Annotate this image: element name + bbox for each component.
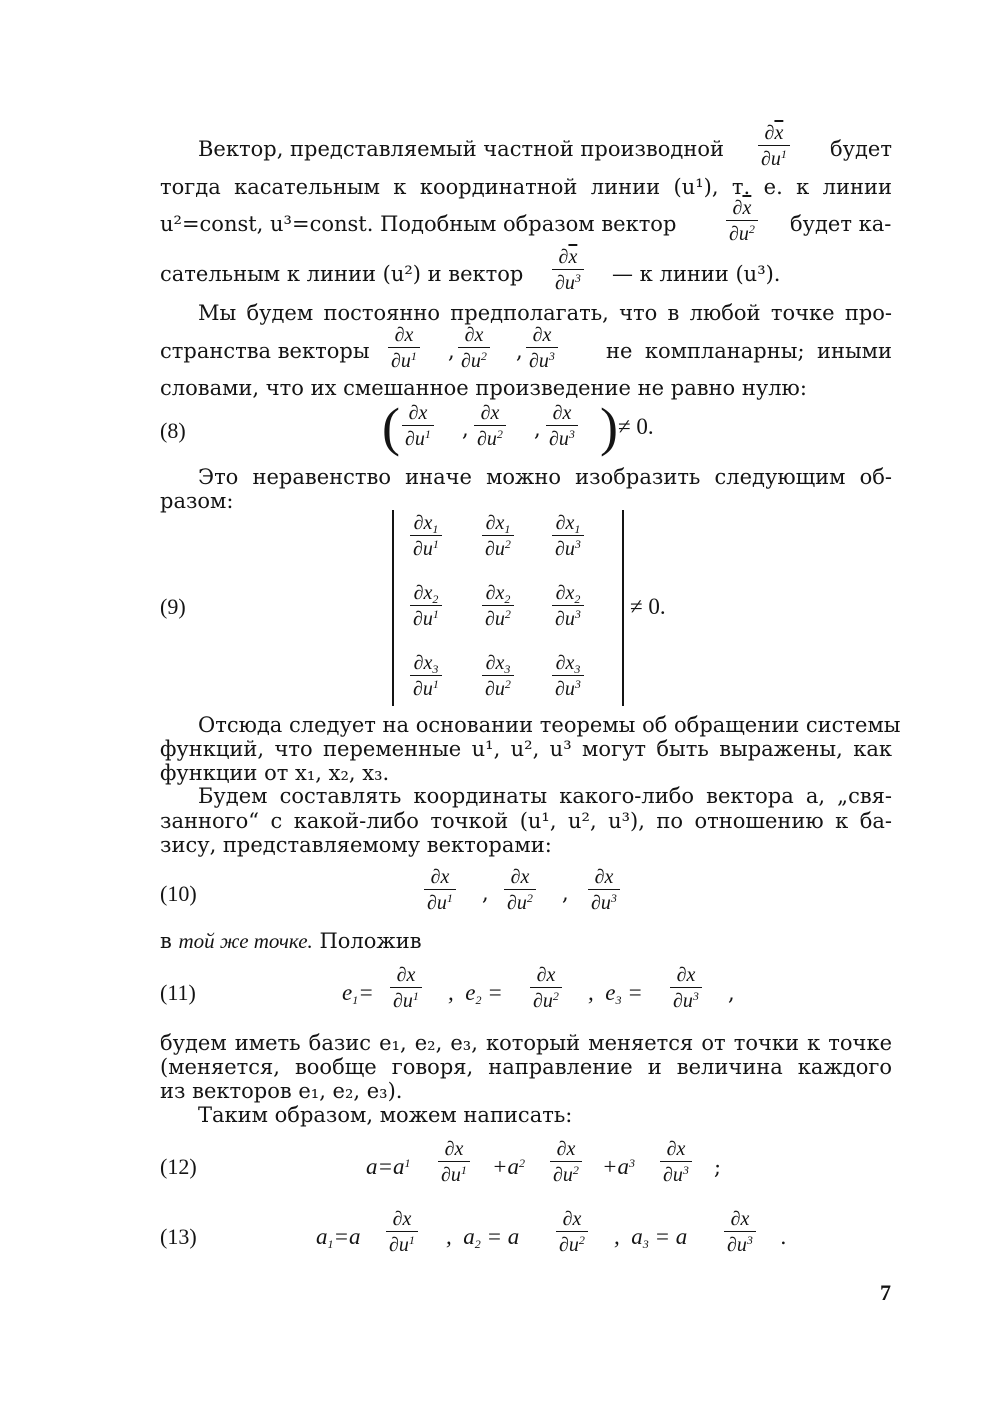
p8-line1: Таким образом, можем написать: [198,1103,573,1127]
eq8-frac3: $\frac{\partial x}{\partial u^3}$ [546,402,578,450]
eq10-frac2: $\frac{\partial x}{\partial u^2}$ [504,866,536,914]
eq10-comma1: , [482,881,489,905]
eq13-frac2: $\frac{\partial x}{\partial u^2}$ [556,1208,588,1256]
eq11-e1: $e_1=$ [342,980,374,1007]
p3-line2: разом: [160,489,234,513]
p6-line1 [160,928,892,954]
comma-2: , [516,339,523,363]
p7-line3: из векторов e₁, e₂, e₃). [160,1079,403,1103]
eq8-comma1: , [462,417,469,441]
p7-line2: (меняется, вообще говоря, направление и величина каждого [160,1055,892,1079]
eq12-semicolon: ; [714,1155,722,1179]
p6-l1c: Положив [319,929,422,953]
p5-line2: занного“ с какой-либо точкой (u¹, u², u³), по отношению к ба- [160,809,892,833]
det-a31: $\frac{\partial x_3}{\partial u^1}$ [410,652,442,700]
eq11-comma: , [728,981,735,1005]
eq9-rhs: ≠ 0. [630,594,666,619]
eq8-frac1: $\frac{\partial x}{\partial u^1}$ [402,402,434,450]
det-a13: $\frac{\partial x_1}{\partial u^3}$ [552,512,584,560]
eq11-frac1: $\frac{\partial x}{\partial u^1}$ [390,964,422,1012]
p1-l4a: сательным к линии (u²) и вектор [160,262,524,286]
eq11-frac2: $\frac{\partial x}{\partial u^2}$ [530,964,562,1012]
p4-line2: функций, что переменные u¹, u², u³ могут быть выражены, как [160,737,892,761]
p1-l3a: u²=const, u³=const. Подобным образом вектор [160,212,677,236]
p1-l1a: Вектор, представляемый частной производной [198,137,724,161]
eq8-comma2: , [534,417,541,441]
eq9-label: (9) [160,594,186,619]
frac-dx-du2-p2: $\frac{\partial x}{\partial u^2}$ [458,324,490,372]
det-a11: $\frac{\partial x_1}{\partial u^1}$ [410,512,442,560]
det-a23: $\frac{\partial x_2}{\partial u^3}$ [552,582,584,630]
eq10-frac1: $\frac{\partial x}{\partial u^1}$ [424,866,456,914]
eq13-a3: , $a_3 = a$ [614,1224,688,1251]
eq8-label: (8) [160,418,186,443]
eq11-e2: , $e_2$ = [448,980,503,1007]
eq8-rparen: ) [600,397,618,457]
eq11-e3: , $e_3$ = [588,980,643,1007]
p2-l2b: не компланарны; иными [606,339,892,363]
eq12-a2: $+a^2$ [492,1154,526,1179]
p1-l4b: — к линии (u³). [612,262,781,286]
frac-dx-du3-p1: $\frac{\partial\overline{x}}{\partial u^3}$ [552,246,584,294]
det-right-bar [622,510,624,706]
det-left-bar [392,510,394,706]
frac-dx-du1-p1: $\frac{\partial\overline{x}}{\partial u^1}$ [758,122,790,170]
eq12-frac2: $\frac{\partial x}{\partial u^2}$ [550,1138,582,1186]
eq8-lparen: ( [382,397,400,457]
p2-line3: словами, что их смешанное произведение не равно нулю: [160,376,807,400]
eq10-label: (10) [160,881,197,906]
p2-l2a: странства векторы [160,339,370,363]
p1-line2: тогда касательным к координатной линии (u¹), т. е. к линии [160,175,892,199]
eq10-frac3: $\frac{\partial x}{\partial u^3}$ [588,866,620,914]
eq12-lhs: $a=a^1$ [366,1154,411,1179]
p1-l1b: будет [830,137,892,161]
frac-dx-du3-p2: $\frac{\partial x}{\partial u^3}$ [526,324,558,372]
page-number: 7 [880,1280,891,1305]
eq13-frac1: $\frac{\partial x}{\partial u^1}$ [386,1208,418,1256]
frac-dx-du1-p2: $\frac{\partial x}{\partial u^1}$ [388,324,420,372]
eq12-label: (12) [160,1154,197,1179]
p5-line1: Будем составлять координаты какого-либо вектора a, „свя- [198,784,892,808]
p6-l1b-italic: той же точке. [178,929,313,953]
p6-l1a: в [160,929,172,953]
eq11-label: (11) [160,980,196,1005]
p5-line3: зису, представляемому векторами: [160,833,552,857]
eq8-rhs: ≠ 0. [618,414,654,439]
det-a21: $\frac{\partial x_2}{\partial u^1}$ [410,582,442,630]
det-a33: $\frac{\partial x_3}{\partial u^3}$ [552,652,584,700]
eq13-frac3: $\frac{\partial x}{\partial u^3}$ [724,1208,756,1256]
eq10-comma2: , [562,881,569,905]
eq13-period: . [780,1225,787,1249]
p3-line1: Это неравенство иначе можно изобразить следующим об- [198,465,892,489]
comma-1: , [448,339,455,363]
frac-dx-du2-p1: $\frac{\partial\overline{x}}{\partial u^2}$ [726,197,758,245]
eq12-a3: $+a^3$ [602,1154,636,1179]
det-a12: $\frac{\partial x_1}{\partial u^2}$ [482,512,514,560]
eq11-frac3: $\frac{\partial x}{\partial u^3}$ [670,964,702,1012]
p1-l3b: будет ка- [790,212,892,236]
eq13-a1: $a_1=a$ [316,1224,361,1251]
p2-line1: Мы будем постоянно предполагать, что в любой точке про- [198,301,892,325]
eq12-frac1: $\frac{\partial x}{\partial u^1}$ [438,1138,470,1186]
p4-line3: функции от x₁, x₂, x₃. [160,761,390,785]
p7-line1: будем иметь базис e₁, e₂, e₃, который меняется от точки к точке [160,1031,892,1055]
eq13-label: (13) [160,1224,197,1249]
eq13-a2: , $a_2 = a$ [446,1224,520,1251]
det-a22: $\frac{\partial x_2}{\partial u^2}$ [482,582,514,630]
p4-line1: Отсюда следует на основании теоремы об обращении системы [198,713,901,737]
det-a32: $\frac{\partial x_3}{\partial u^2}$ [482,652,514,700]
eq12-frac3: $\frac{\partial x}{\partial u^3}$ [660,1138,692,1186]
eq8-frac2: $\frac{\partial x}{\partial u^2}$ [474,402,506,450]
